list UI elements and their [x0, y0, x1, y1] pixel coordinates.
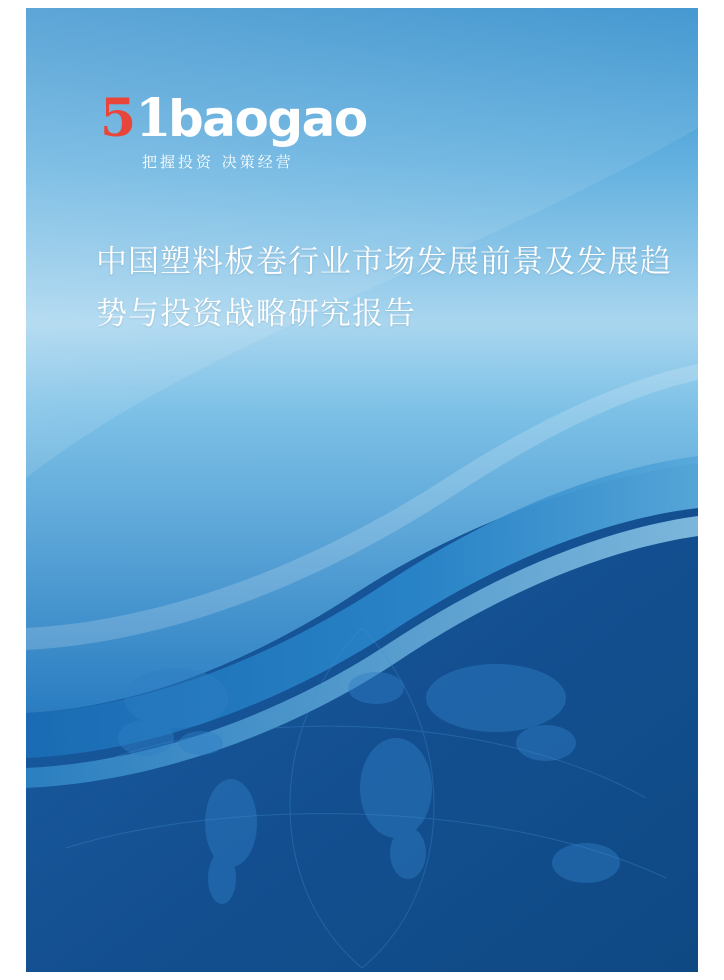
- logo-mark-51: [100, 88, 171, 149]
- logo-tagline: 把握投资 决策经营: [142, 153, 294, 171]
- logo-digit-5: 5: [100, 88, 136, 149]
- brand-logo: [100, 88, 400, 173]
- logo-digit-1: 1: [135, 88, 171, 149]
- report-title: 中国塑料板卷行业市场发展前景及发展趋势与投资战略研究报告: [96, 244, 672, 332]
- cover-artwork: [26, 8, 698, 972]
- logo-brand-word: baogao: [168, 90, 367, 148]
